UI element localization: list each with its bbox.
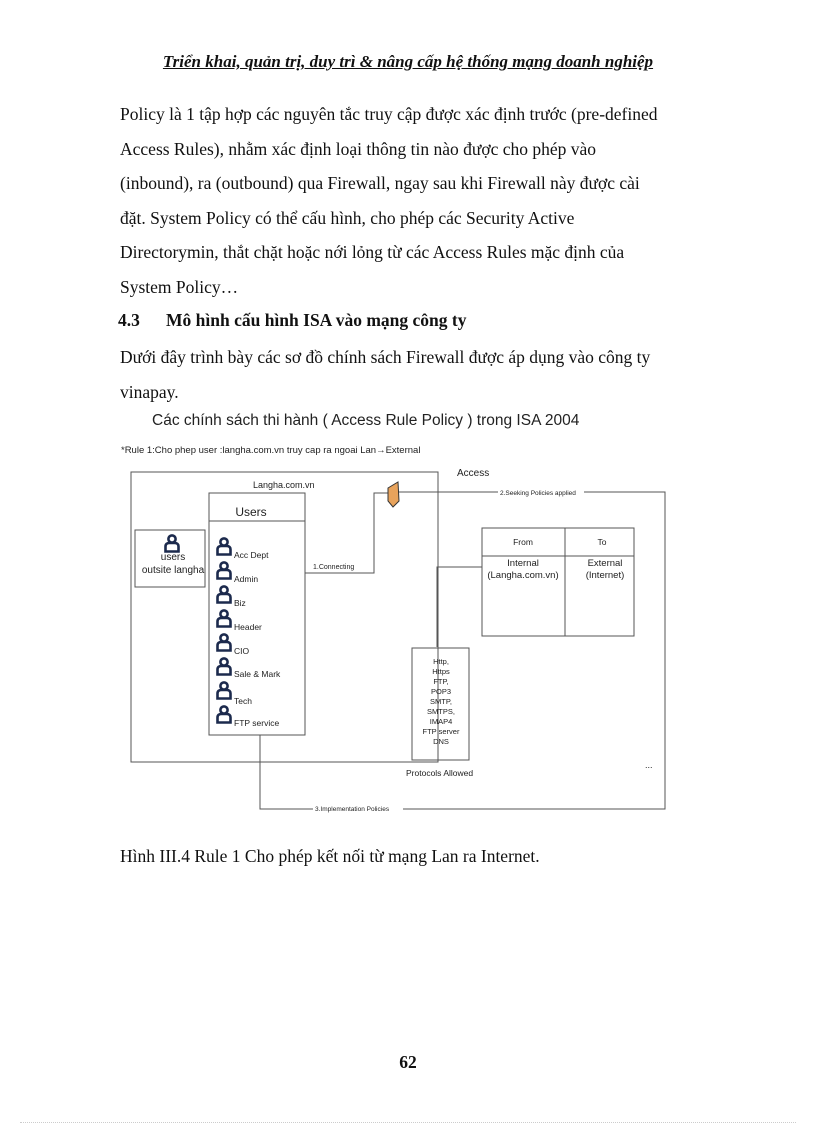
paragraph-line: (inbound), ra (outbound) qua Firewall, ngay sau khi Firewall này được cài [120,173,640,193]
paragraph-line: System Policy… [120,276,239,297]
user-icon [218,706,231,722]
section-heading [118,310,467,331]
user-group-label: Tech [234,696,252,706]
user-group-label: CIO [234,646,250,656]
seeking-label: 2.Seeking Policies applied [500,490,576,497]
users-header: Users [235,505,267,519]
from-to-table [482,528,634,636]
paragraph-line: Directorymin, thắt chặt hoặc nới lỏng từ các Access Rules mặc định của [120,242,625,262]
protocol-item: FTP, [433,677,449,686]
protocol-item: SMTP, [430,697,452,706]
table-connector-line [437,567,482,647]
user-icon [218,586,231,602]
outside-users-line: users [160,552,186,563]
diagram-title: Các chính sách thi hành ( Access Rule Policy ) trong ISA 2004 [152,412,580,429]
user-group-label: Header [234,622,262,632]
intro-paragraph [120,340,700,409]
user-group-label: Acc Dept [234,550,269,560]
user-icon [218,562,231,578]
ellipsis-mark: ... [645,760,653,770]
protocol-item: POP3 [430,687,452,696]
user-group-label: Admin [234,574,259,584]
paragraph-line: Policy là 1 tập hợp các nguyên tắc truy cập được xác định trước (pre-defined [120,104,658,124]
page-number: 62 [399,1052,417,1072]
protocol-item: DNS [433,737,449,746]
to-header: To [597,537,607,547]
to-value-line: (Internet) [585,570,625,581]
user-group-label: Sale & Mark [234,669,281,679]
user-group-label: Biz [234,598,246,608]
from-value-line: Internal [507,558,539,569]
user-icon [218,610,231,626]
page-header: Triển khai, quản trị, duy trì & nâng cấp hệ thống mạng doanh nghiệp [162,52,654,71]
lan-boundary [131,472,438,762]
user-group-label: FTP service [234,718,280,728]
intro-line: vinapay. [120,381,179,402]
intro-line: Dưới đây trình bày các sơ đồ chính sách Firewall được áp dụng vào công ty [120,347,651,367]
protocol-item: SMTPS, [427,707,455,716]
figure-caption: Hình III.4 Rule 1 Cho phép kết nối từ mạng Lan ra Internet. [120,846,540,866]
connecting-line [305,493,390,573]
user-icon [218,538,231,554]
protocol-item: Https [432,667,450,676]
user-icon [166,535,179,551]
protocol-item: FTP server [422,727,460,736]
user-icon [218,634,231,650]
domain-label: Langha.com.vn [253,480,315,490]
from-header: From [513,537,533,547]
firewall-policy-diagram [110,455,680,825]
firewall-icon [388,482,399,507]
protocol-item: IMAP4 [429,717,453,726]
paragraph-line: Access Rules), nhằm xác định loại thông tin nào được cho phép vào [120,138,597,159]
connecting-label: 1.Connecting [313,564,355,571]
implementation-label: 3.Implementation Policies [315,806,390,813]
policy-paragraph [120,97,700,304]
access-label: Access [457,468,490,479]
paragraph-line: đặt. System Policy có thể cấu hình, cho phép các Security Active [120,207,575,228]
user-icon [218,658,231,674]
rule-note: *Rule 1:Cho phep user :langha.com.vn truy cap ra ngoai Lan→External [121,445,421,456]
from-value-line: (Langha.com.vn) [487,570,559,581]
section-number: 4.3 [118,310,140,330]
outside-users-line: outsite langha [141,565,205,576]
protocol-item: Http, [433,657,449,666]
to-value-line: External [587,558,623,569]
user-icon [218,682,231,698]
protocols-label: Protocols Allowed [406,768,474,778]
section-title: Mô hình cấu hình ISA vào mạng công ty [166,310,467,330]
